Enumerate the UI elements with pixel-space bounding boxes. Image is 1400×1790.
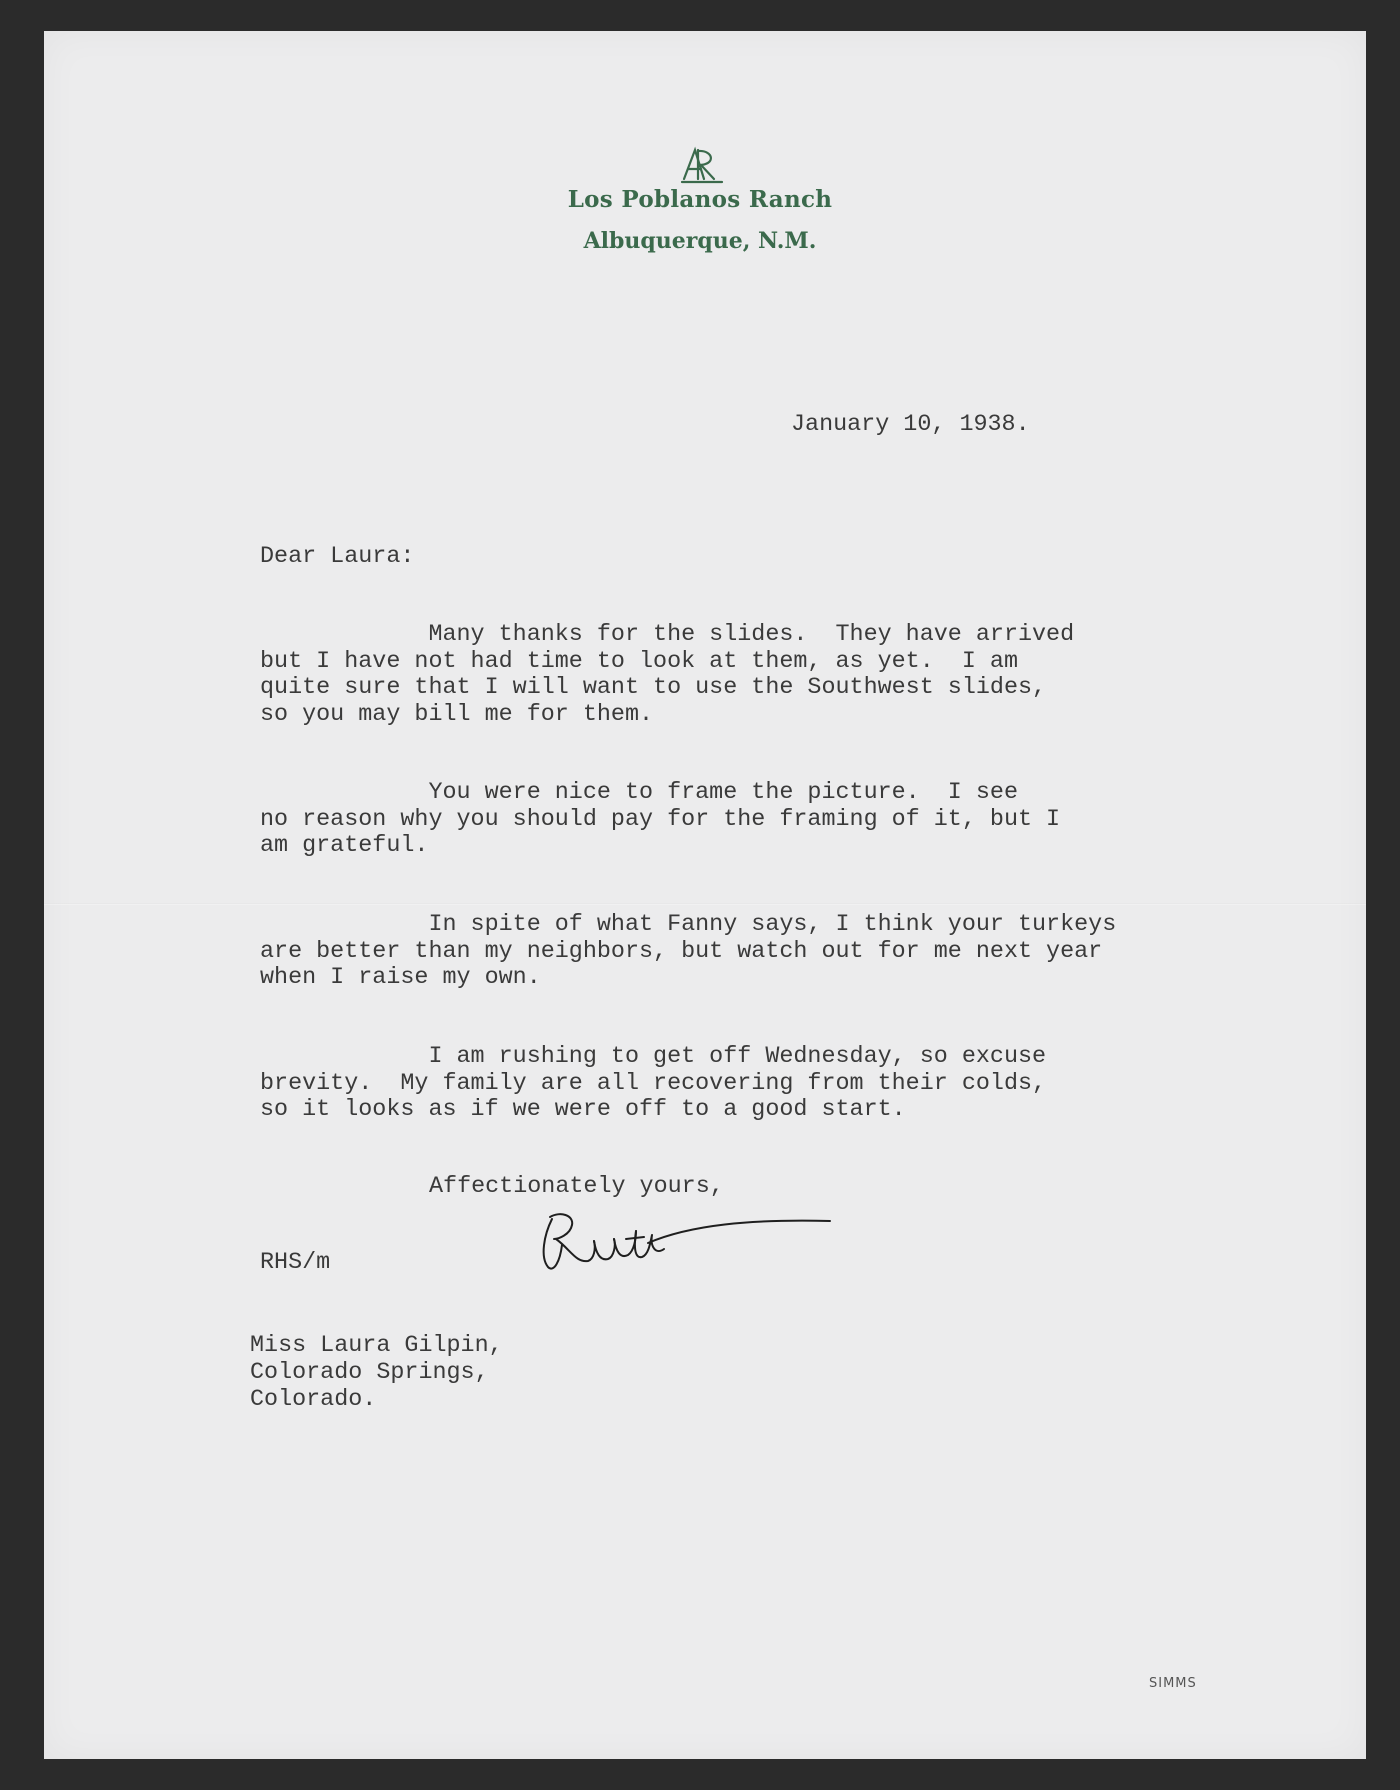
letterhead-monogram xyxy=(680,145,724,185)
typist-initials: RHS/m xyxy=(260,1250,331,1276)
fold-crease xyxy=(44,903,1366,905)
paragraph-3: In spite of what Fanny says, I think your turkeys are better than my neighbors, but watch out for me next year when I raise my own. xyxy=(260,912,1117,991)
letter-date: January 10, 1938. xyxy=(791,412,1030,438)
archive-mark: SIMMS xyxy=(1149,1676,1197,1691)
paragraph-1: Many thanks for the slides. They have arrived but I have not had time to look at them, as yet. I am quite sure that I will want to use the Southwest slides, so you may bill me for them. xyxy=(260,622,1075,728)
recipient-name: Miss Laura Gilpin, xyxy=(250,1333,503,1359)
paragraph-2: You were nice to frame the picture. I see no reason why you should pay for the framing of it, but I am grateful. xyxy=(260,780,1061,859)
recipient-state: Colorado. xyxy=(250,1387,377,1413)
letterhead-city: Albuquerque, N.M. xyxy=(583,228,817,254)
letterhead-name: Los Poblanos Ranch xyxy=(567,186,833,213)
closing: Affectionately yours, xyxy=(429,1174,724,1200)
recipient-city: Colorado Springs, xyxy=(250,1360,489,1386)
letter-page xyxy=(44,31,1366,1759)
paragraph-4: I am rushing to get off Wednesday, so excuse brevity. My family are all recovering from their colds, so it looks as if we were off to a good start. xyxy=(260,1044,1047,1123)
signature xyxy=(530,1205,840,1295)
salutation: Dear Laura: xyxy=(260,544,415,570)
